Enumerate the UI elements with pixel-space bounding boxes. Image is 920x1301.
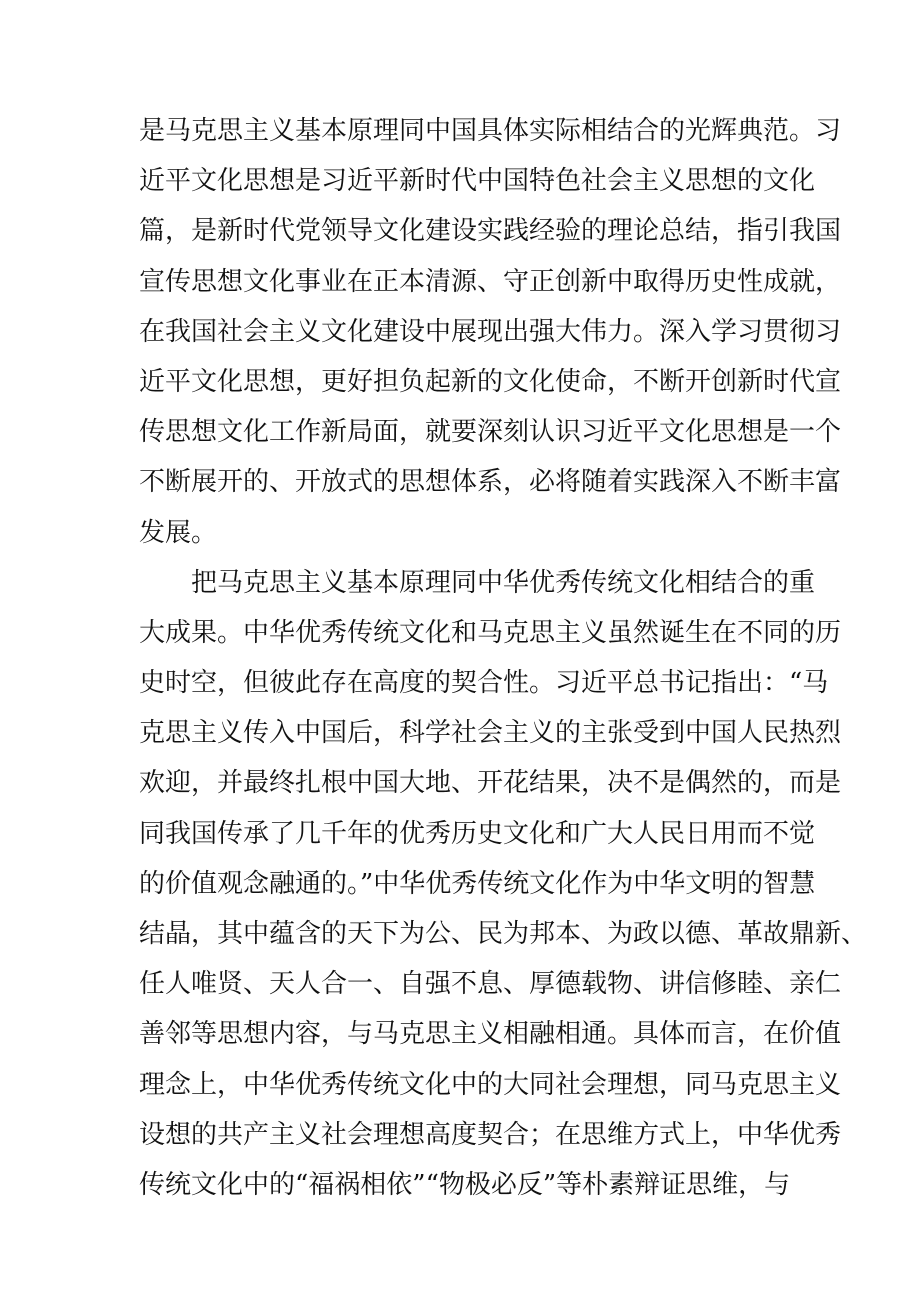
paragraph-1-line-1: 是马克思主义基本原理同中国具体实际相结合的光辉典范。习	[139, 116, 842, 146]
paragraph-2-line-8: 结晶，其中蕴含的天下为公、民为邦本、为政以德、革故鼎新、	[139, 919, 868, 949]
paragraph-1-line-8: 不断展开的、开放式的思想体系，必将随着实践深入不断丰富	[139, 467, 842, 498]
paragraph-2-line-13: 传统文化中的“福祸相依”“物极必反”等朴素辩证思维，与	[139, 1169, 791, 1200]
paragraph-2-line-6: 同我国传承了几千年的优秀历史文化和广大人民日用而不觉	[139, 818, 816, 849]
document-body	[139, 106, 868, 1210]
paragraph-1-line-9: 发展。	[139, 517, 218, 548]
paragraph-1-line-3: 篇，是新时代党领导文化建设实践经验的理论总结，指引我国	[139, 216, 842, 247]
paragraph-1-line-6: 近平文化思想，更好担负起新的文化使命，不断开创新时代宣	[139, 366, 842, 397]
paragraph-2-line-12: 设想的共产主义社会理想高度契合；在思维方式上，中华优秀	[139, 1119, 842, 1150]
paragraph-2-line-10: 善邻等思想内容，与马克思主义相融相通。具体而言，在价值	[139, 1019, 842, 1050]
paragraph-1-line-4: 宣传思想文化事业在正本清源、守正创新中取得历史性成就，	[139, 266, 842, 297]
paragraph-2-line-1: 把马克思主义基本原理同中华优秀传统文化相结合的重	[191, 567, 816, 598]
paragraph-1-line-7: 传思想文化工作新局面，就要深刻认识习近平文化思想是一个	[139, 417, 842, 448]
paragraph-2-line-4: 克思主义传入中国后，科学社会主义的主张受到中国人民热烈	[139, 718, 842, 749]
paragraph-1-line-2: 近平文化思想是习近平新时代中国特色社会主义思想的文化	[139, 166, 816, 197]
paragraph-2-line-3: 史时空，但彼此存在高度的契合性。习近平总书记指出：“马	[139, 668, 829, 699]
paragraph-1-line-5: 在我国社会主义文化建设中展现出强大伟力。深入学习贯彻习	[139, 316, 842, 347]
paragraph-2-line-5: 欢迎，并最终扎根中国大地、开花结果，决不是偶然的，而是	[139, 768, 842, 799]
paragraph-2-line-2: 大成果。中华优秀传统文化和马克思主义虽然诞生在不同的历	[139, 617, 842, 648]
paragraph-2-line-7: 的价值观念融通的。”中华优秀传统文化作为中华文明的智慧	[139, 868, 816, 899]
paragraph-2-line-9: 任人唯贤、天人合一、自强不息、厚德载物、讲信修睦、亲仁	[139, 969, 842, 1000]
paragraph-2-line-11: 理念上，中华优秀传统文化中的大同社会理想，同马克思主义	[139, 1069, 842, 1100]
